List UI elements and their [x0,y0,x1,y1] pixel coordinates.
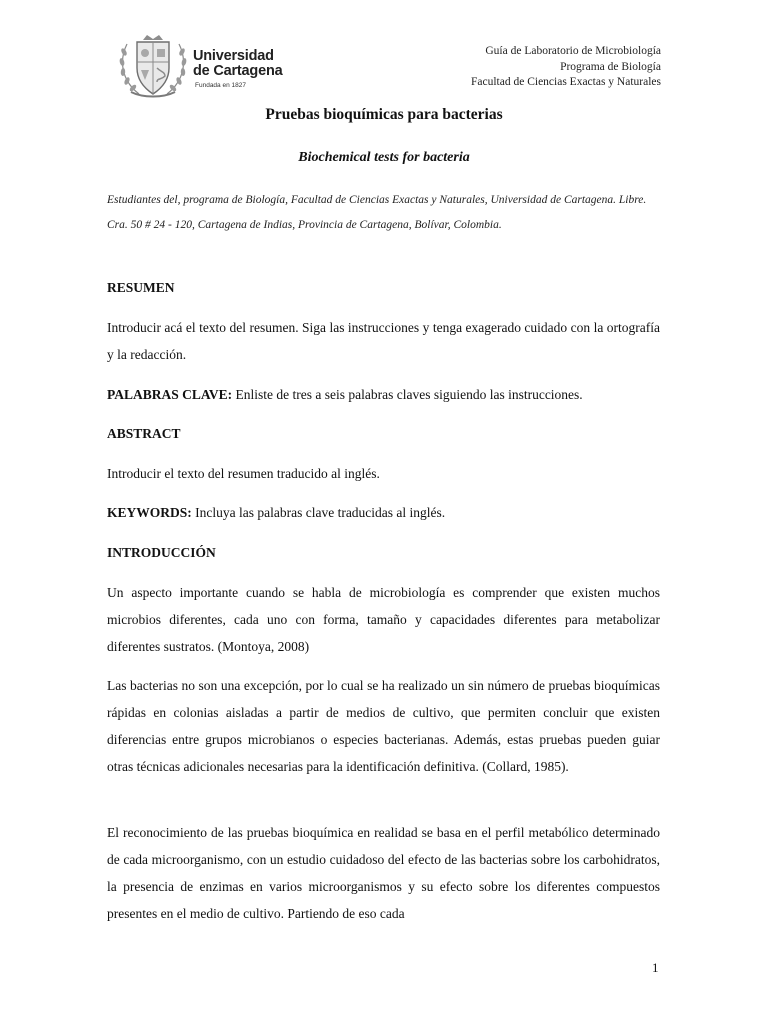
logo-wordmark [193,49,282,89]
palabras-clave-label: PALABRAS CLAVE: [107,387,233,402]
palabras-clave-text: Enliste de tres a seis palabras claves siguiendo las instrucciones. [232,387,583,402]
palabras-clave [107,381,660,408]
page-number: 1 [652,960,659,975]
abstract-heading: ABSTRACT [107,426,181,441]
resumen-text: Introducir acá el texto del resumen. Siga las instrucciones y tenga exagerado cuidado con la ortografía y la redacción. [107,320,660,362]
logo-name-line1: Universidad [193,48,274,64]
resumen-heading: RESUMEN [107,280,175,295]
university-logo [117,32,287,102]
keywords-label: KEYWORDS: [107,505,192,520]
logo-founded: Fundada en 1827 [195,82,246,89]
introduccion-paragraph-1: Un aspecto importante cuando se habla de microbiología es comprender que existen muchos microbios diferentes, cada uno con forma, tamaño y capacidades diferentes para metabolizar diferentes sustratos. (Montoya, 2008) [107,585,660,654]
logo-name-line2: de Cartagena [193,63,283,79]
introduccion-heading: INTRODUCCIÓN [107,545,216,560]
university-crest-icon [117,32,189,102]
header-info [471,44,661,91]
keywords [107,499,660,526]
abstract-text: Introducir el texto del resumen traducido al inglés. [107,466,380,481]
header-line-program: Programa de Biología [560,60,661,73]
introduccion-paragraph-3: El reconocimiento de las pruebas bioquímica en realidad se basa en el perfil metabólico determinado de cada microorganismo, con un estudio cuidadoso del efecto de las bacterias sobre los carbohidratos, la presencia de enzimas en varios microorganismos y su efecto sobre los diferentes compuestos presentes en el medio de cultivo. Partiendo de eso cada [107,825,660,921]
document-subtitle: Biochemical tests for bacteria [298,150,470,165]
document-title: Pruebas bioquímicas para bacterias [265,106,503,123]
header-line-guide: Guía de Laboratorio de Microbiología [485,45,661,57]
header-line-faculty: Facultad de Ciencias Exactas y Naturales [471,76,661,88]
introduccion-paragraph-2: Las bacterias no son una excepción, por lo cual se ha realizado un sin número de pruebas bioquímicas rápidas en colonias aisladas a partir de medios de cultivo, que permiten concluir que existen diferencias entre grupos microbianos o especies bacterianas. Además, estas pruebas pueden guiar otras técnicas adicionales necesarias para la identificación definitiva. (Collard, 1985). [107,678,660,774]
author-affiliation: Estudiantes del, programa de Biología, Facultad de Ciencias Exactas y Naturales, Universidad de Cartagena. Libre. Cra. 50 # 24 - 120, Cartagena de Indias, Provincia de Cartagena, Bolívar, Colombia. [107,194,647,231]
keywords-text: Incluya las palabras clave traducidas al inglés. [191,505,446,520]
